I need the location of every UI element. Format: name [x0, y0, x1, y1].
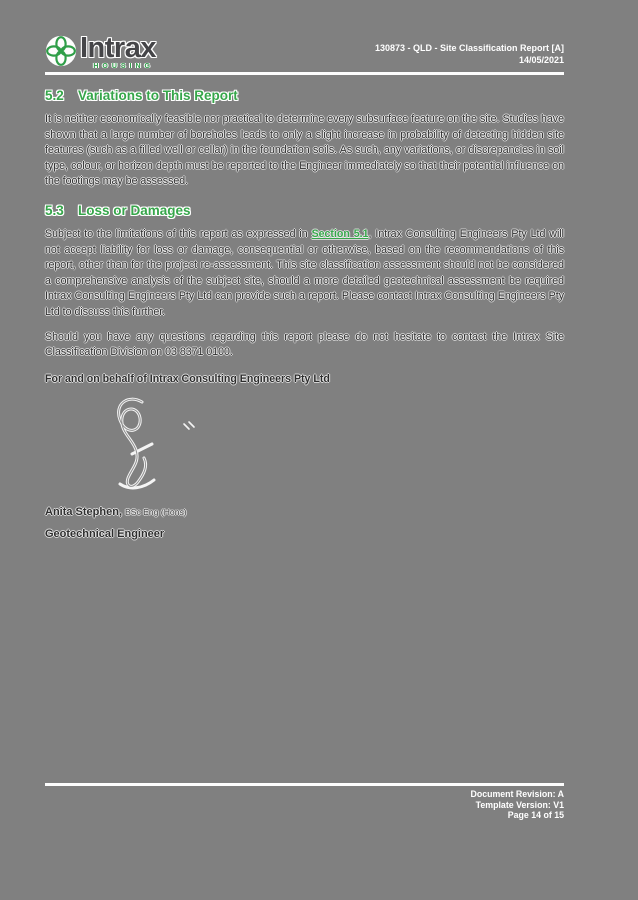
- signatory-role: Geotechnical Engineer: [45, 527, 165, 540]
- signatory-name-line: [45, 506, 564, 519]
- footer-document-revision: Document Revision: A: [470, 789, 564, 799]
- signatory-name: Anita Stephen,: [45, 505, 123, 518]
- section-5-3-heading: [45, 203, 564, 218]
- logo-sub-text: HOUSING: [93, 63, 154, 70]
- intrax-logo: [45, 32, 156, 70]
- section-title: Variations to This Report: [78, 88, 238, 103]
- page-footer: [45, 781, 564, 821]
- footer-template-version: Template Version: V1: [475, 799, 564, 810]
- footer-rule: [45, 783, 564, 786]
- page-header: [45, 0, 564, 70]
- paragraph-text-before-link: Subject to the limitations of this report as expressed in: [45, 227, 312, 240]
- header-doc-date: 14/05/2021: [518, 55, 564, 65]
- signature-image: [80, 394, 210, 502]
- signatory-credentials: BSc Eng (Hons): [125, 506, 187, 517]
- logo-brand-text: Intrax: [80, 32, 156, 64]
- paragraph-text-after-link: , Intrax Consulting Engineers Pty Ltd will not accept liability for loss or damage, consequential or otherwise, based on the recommendations of this report, other than for the project re-assessment. This site classification assessment should not be considered a comprehensive analysis of the subject site, should a more detailed geotechnical assessment be required Intrax Consulting Engineers Pty Ltd can provide such a report. Please contact Intrax Consulting Engineers Pty Ltd to discuss this further.: [45, 227, 565, 318]
- section-5-3-paragraph: [45, 227, 564, 321]
- header-doc-ref: 130873 - QLD - Site Classification Report [A]: [374, 43, 564, 53]
- section-5-2-heading: [45, 88, 564, 103]
- logo-text: [80, 32, 156, 70]
- header-meta: [375, 42, 564, 66]
- footer-meta: [45, 789, 564, 821]
- section-number: 5.3: [45, 202, 64, 218]
- section-5-2-paragraph: It is neither economically feasible nor practical to determine every subsurface feature on the site. Studies have shown that a large number of boreholes leads to only a slight increase in probability of detecting hidden site features (such as a filled well or cellar) in the foundation soils. As such, any variations, or discrepancies in soil type, colour, or horizon depth must be reported to the Engineer immediately so that their potential influence on the footings may be assessed.: [45, 113, 564, 188]
- on-behalf-line: For and on behalf of Intrax Consulting Engineers Pty Ltd: [45, 372, 330, 385]
- footer-page-number: Page 14 of 15: [507, 810, 564, 820]
- contact-paragraph: Should you have any questions regarding this report please do not hesitate to contact the Intrax Site Classification Division on 03 8371 0100.: [45, 330, 564, 359]
- intrax-knot-icon: [45, 35, 77, 67]
- header-rule: [45, 72, 564, 75]
- section-title: Loss or Damages: [78, 202, 191, 218]
- section-5-1-link[interactable]: Section 5.1: [311, 227, 369, 240]
- page-content: [45, 0, 564, 541]
- signature-block: [45, 394, 564, 490]
- section-number: 5.2: [45, 88, 64, 103]
